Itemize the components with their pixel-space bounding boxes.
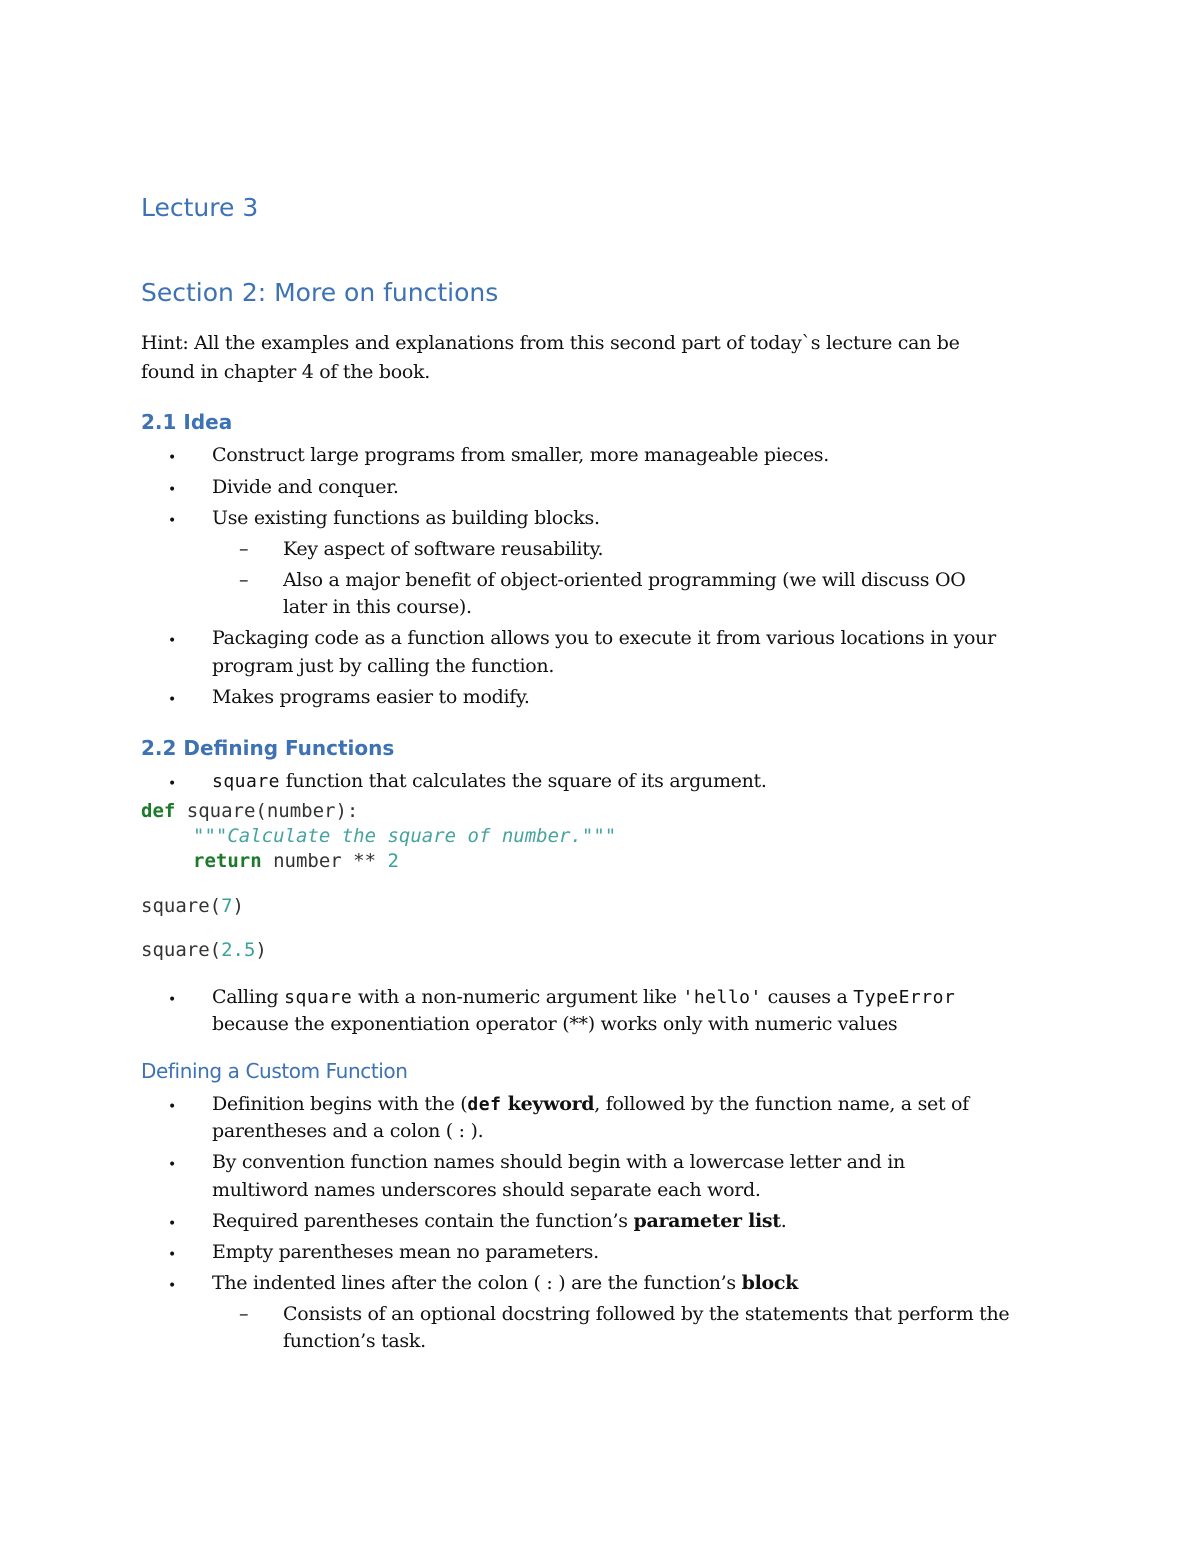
text-run: with a non-numeric argument like xyxy=(352,986,683,1008)
custom-item-4: Empty parentheses mean no parameters. xyxy=(212,1241,599,1263)
bullet-icon: • xyxy=(168,633,177,649)
inline-code: def xyxy=(467,1094,502,1115)
code-docstring: """Calculate the square of number.""" xyxy=(193,825,617,847)
bold-text: keyword xyxy=(501,1093,595,1115)
inline-code: square xyxy=(284,987,353,1008)
code-call-2 xyxy=(141,939,267,961)
idea-item-4-line-2: program just by calling the function. xyxy=(212,655,555,677)
code-line-def xyxy=(141,800,358,822)
inline-code: 'hello' xyxy=(682,987,762,1008)
bullet-icon: • xyxy=(168,450,177,466)
defining-bullet-2-line-1 xyxy=(212,986,955,1008)
idea-item-3: Use existing functions as building blocks. xyxy=(212,507,600,529)
dash-icon: – xyxy=(239,569,249,591)
bullet-icon: • xyxy=(168,1099,177,1115)
bullet-icon: • xyxy=(168,513,177,529)
code-text: square( xyxy=(141,939,222,961)
custom-subitem-1-line-1: Consists of an optional docstring followed by the statements that perform the xyxy=(283,1303,1010,1325)
code-line-return xyxy=(193,850,399,872)
hint-line-1: Hint: All the examples and explanations from this second part of today`s lecture can be xyxy=(141,332,960,354)
code-text: number ** xyxy=(261,850,388,872)
inline-code: square xyxy=(212,771,281,792)
code-number: 2 xyxy=(387,850,399,872)
text-run: causes a xyxy=(761,986,854,1008)
bullet-icon: • xyxy=(168,1157,177,1173)
code-text: square(number): xyxy=(175,800,359,822)
text-run: Calling xyxy=(212,986,285,1008)
lecture-title: Lecture 3 xyxy=(141,193,259,222)
idea-item-1: Construct large programs from smaller, more manageable pieces. xyxy=(212,444,829,466)
defining-heading: 2.2 Defining Functions xyxy=(141,736,395,760)
code-keyword: return xyxy=(193,850,262,872)
bullet-icon: • xyxy=(168,992,177,1008)
bold-text: parameter list xyxy=(633,1210,781,1232)
custom-heading: Defining a Custom Function xyxy=(141,1059,408,1083)
code-text: square( xyxy=(141,895,222,917)
idea-subitem-2-line-2: later in this course). xyxy=(283,596,472,618)
code-number: 2.5 xyxy=(221,939,256,961)
code-keyword: def xyxy=(141,800,176,822)
custom-item-1-line-2: parentheses and a colon ( : ). xyxy=(212,1120,484,1142)
code-call-1 xyxy=(141,895,244,917)
bullet-icon: • xyxy=(168,692,177,708)
text-run: . xyxy=(780,1210,787,1232)
defining-bullet-2-line-2: because the exponentiation operator (**) works only with numeric values xyxy=(212,1013,898,1035)
text-run: Required parentheses contain the function’s xyxy=(212,1210,634,1232)
idea-item-4-line-1: Packaging code as a function allows you to execute it from various locations in your xyxy=(212,627,996,649)
bullet-icon: • xyxy=(168,1216,177,1232)
bullet-icon: • xyxy=(168,1278,177,1294)
bullet-icon: • xyxy=(168,776,177,792)
idea-subitem-2-line-1: Also a major benefit of object-oriented programming (we will discuss OO xyxy=(283,569,966,591)
code-number: 7 xyxy=(221,895,233,917)
text-run: , followed by the function name, a set of xyxy=(594,1093,969,1115)
idea-item-5: Makes programs easier to modify. xyxy=(212,686,530,708)
custom-item-3 xyxy=(212,1210,787,1232)
custom-item-1-line-1 xyxy=(212,1093,969,1115)
hint-line-2: found in chapter 4 of the book. xyxy=(141,361,430,383)
idea-heading: 2.1 Idea xyxy=(141,410,233,434)
defining-bullet-1 xyxy=(212,770,767,792)
dash-icon: – xyxy=(239,1303,249,1325)
inline-code: TypeError xyxy=(853,987,956,1008)
defining-bullet-1-text: function that calculates the square of its argument. xyxy=(280,770,767,792)
idea-item-2: Divide and conquer. xyxy=(212,476,399,498)
bullet-icon: • xyxy=(168,482,177,498)
custom-item-2-line-2: multiword names underscores should separate each word. xyxy=(212,1179,761,1201)
text-run: Definition begins with the ( xyxy=(212,1093,468,1115)
bold-text: block xyxy=(741,1272,799,1294)
code-line-docstring xyxy=(193,825,616,847)
custom-item-5 xyxy=(212,1272,798,1294)
section-heading: Section 2: More on functions xyxy=(141,278,499,307)
custom-item-2-line-1: By convention function names should begin with a lowercase letter and in xyxy=(212,1151,905,1173)
bullet-icon: • xyxy=(168,1247,177,1263)
code-text: ) xyxy=(255,939,267,961)
dash-icon: – xyxy=(239,538,249,560)
idea-subitem-1: Key aspect of software reusability. xyxy=(283,538,604,560)
text-run: The indented lines after the colon ( : ) are the function’s xyxy=(212,1272,742,1294)
custom-subitem-1-line-2: function’s task. xyxy=(283,1330,426,1352)
code-text: ) xyxy=(232,895,244,917)
